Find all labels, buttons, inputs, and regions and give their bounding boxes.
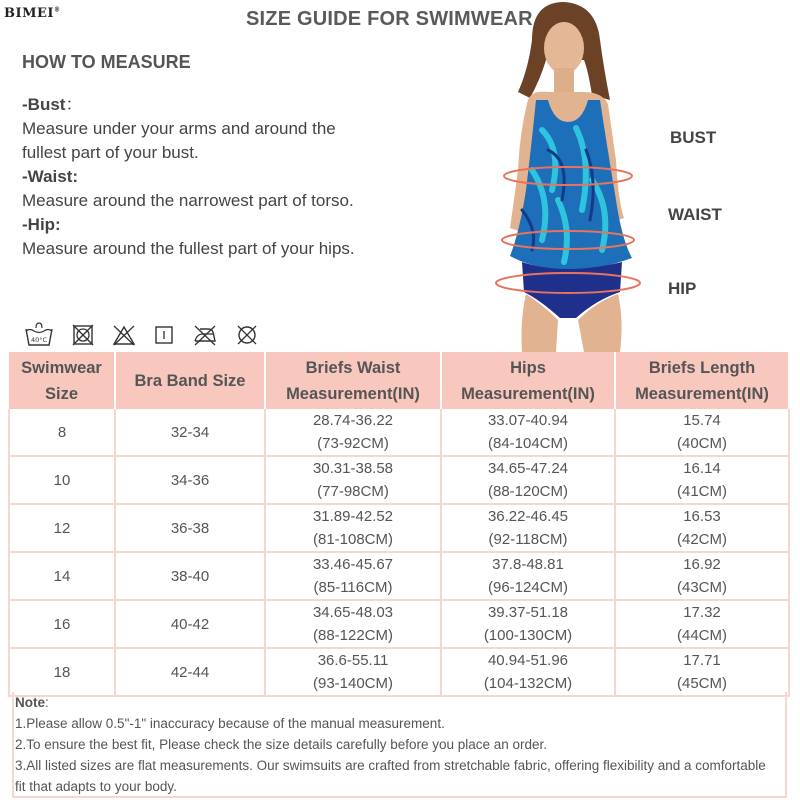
notes-colon: :: [45, 695, 49, 710]
waist-label: WAIST: [668, 205, 722, 224]
hips-cell: 37.8-48.81 (96-124CM): [441, 552, 615, 600]
hips-cell: 36.22-46.45 (92-118CM): [441, 504, 615, 552]
waist-term: -Waist: [22, 167, 73, 186]
table-row: [9, 409, 789, 456]
model-illustration: [492, 0, 692, 352]
notes-title: Note: [15, 695, 45, 710]
waist-heading: [22, 165, 367, 189]
table-row: [9, 552, 789, 600]
size-cell: 10: [9, 456, 115, 504]
wash-temp-label: 40°C: [30, 336, 48, 344]
size-cell: 18: [9, 648, 115, 696]
no-dry-clean-icon: [236, 324, 258, 346]
length-cell: 16.14 (41CM): [615, 456, 789, 504]
care-icons: [24, 322, 276, 348]
note-item: 1.Please allow 0.5"-1" inaccuracy because of the manual measurement.: [15, 716, 445, 731]
header-hips: Hips Measurement(IN): [441, 352, 615, 409]
waist-cell: 36.6-55.11 (93-140CM): [265, 648, 441, 696]
bra-cell: 42-44: [115, 648, 265, 696]
no-bleach-icon: [112, 324, 136, 346]
notes-section: [12, 692, 787, 798]
hand-wash-icon: [24, 322, 54, 348]
hip-colon: :: [55, 215, 61, 234]
bust-label: BUST: [670, 128, 717, 147]
waist-cell: 28.74-36.22 (73-92CM): [265, 409, 441, 456]
page-title: SIZE GUIDE FOR SWIMWEAR: [246, 8, 533, 30]
table-row: [9, 456, 789, 504]
hips-cell: 33.07-40.94 (84-104CM): [441, 409, 615, 456]
size-table: [8, 352, 790, 697]
length-cell: 17.71 (45CM): [615, 648, 789, 696]
size-cell: 16: [9, 600, 115, 648]
bra-cell: 34-36: [115, 456, 265, 504]
notes-heading: [15, 692, 785, 713]
bra-cell: 40-42: [115, 600, 265, 648]
waist-cell: 30.31-38.58 (77-98CM): [265, 456, 441, 504]
how-to-measure-title: HOW TO MEASURE: [22, 52, 191, 72]
length-cell: 16.92 (43CM): [615, 552, 789, 600]
hip-text: Measure around the fullest part of your hips.: [22, 239, 355, 258]
header-briefs-waist: Briefs Waist Measurement(IN): [265, 352, 441, 409]
brand-name: BIMEI: [4, 6, 54, 21]
hips-cell: 34.65-47.24 (88-120CM): [441, 456, 615, 504]
table-row: [9, 648, 789, 696]
waist-cell: 34.65-48.03 (88-122CM): [265, 600, 441, 648]
size-cell: 8: [9, 409, 115, 456]
brand-logo: [4, 6, 60, 21]
no-tumble-dry-icon: [72, 324, 94, 346]
bra-cell: 36-38: [115, 504, 265, 552]
hips-cell: 39.37-51.18 (100-130CM): [441, 600, 615, 648]
length-cell: 16.53 (42CM): [615, 504, 789, 552]
hip-heading: [22, 213, 367, 237]
bra-cell: 32-34: [115, 409, 265, 456]
hip-label: HIP: [668, 279, 697, 298]
line-dry-icon: [154, 325, 174, 345]
bust-text: Measure under your arms and around the fullest part of your bust.: [22, 119, 336, 162]
size-cell: 14: [9, 552, 115, 600]
waist-text: Measure around the narrowest part of torso.: [22, 191, 354, 210]
header-swimwear-size: Swimwear Size: [9, 352, 115, 409]
registered-mark: ®: [53, 6, 61, 14]
waist-cell: 33.46-45.67 (85-116CM): [265, 552, 441, 600]
table-row: [9, 504, 789, 552]
bust-colon: ：: [65, 95, 83, 114]
waist-cell: 31.89-42.52 (81-108CM): [265, 504, 441, 552]
length-cell: 17.32 (44CM): [615, 600, 789, 648]
table-header-row: [9, 352, 789, 409]
note-item: 3.All listed sizes are flat measurements. Our swimsuits are crafted from stretchable fabric, offering flexibility and a comfortable fit that adapts to your body.: [15, 758, 766, 794]
no-iron-icon: [192, 324, 218, 346]
bust-heading: [22, 93, 367, 117]
size-cell: 12: [9, 504, 115, 552]
waist-colon: :: [72, 167, 79, 186]
table-row: [9, 600, 789, 648]
length-cell: 15.74 (40CM): [615, 409, 789, 456]
note-item: 2.To ensure the best fit, Please check the size details carefully before you place an order.: [15, 737, 548, 752]
hips-cell: 40.94-51.96 (104-132CM): [441, 648, 615, 696]
bust-term: -Bust: [22, 95, 66, 114]
hip-term: -Hip: [22, 215, 56, 234]
bra-cell: 38-40: [115, 552, 265, 600]
header-briefs-length: Briefs Length Measurement(IN): [615, 352, 789, 409]
measure-instructions: [22, 93, 367, 261]
header-bra-band-size: Bra Band Size: [115, 352, 265, 409]
